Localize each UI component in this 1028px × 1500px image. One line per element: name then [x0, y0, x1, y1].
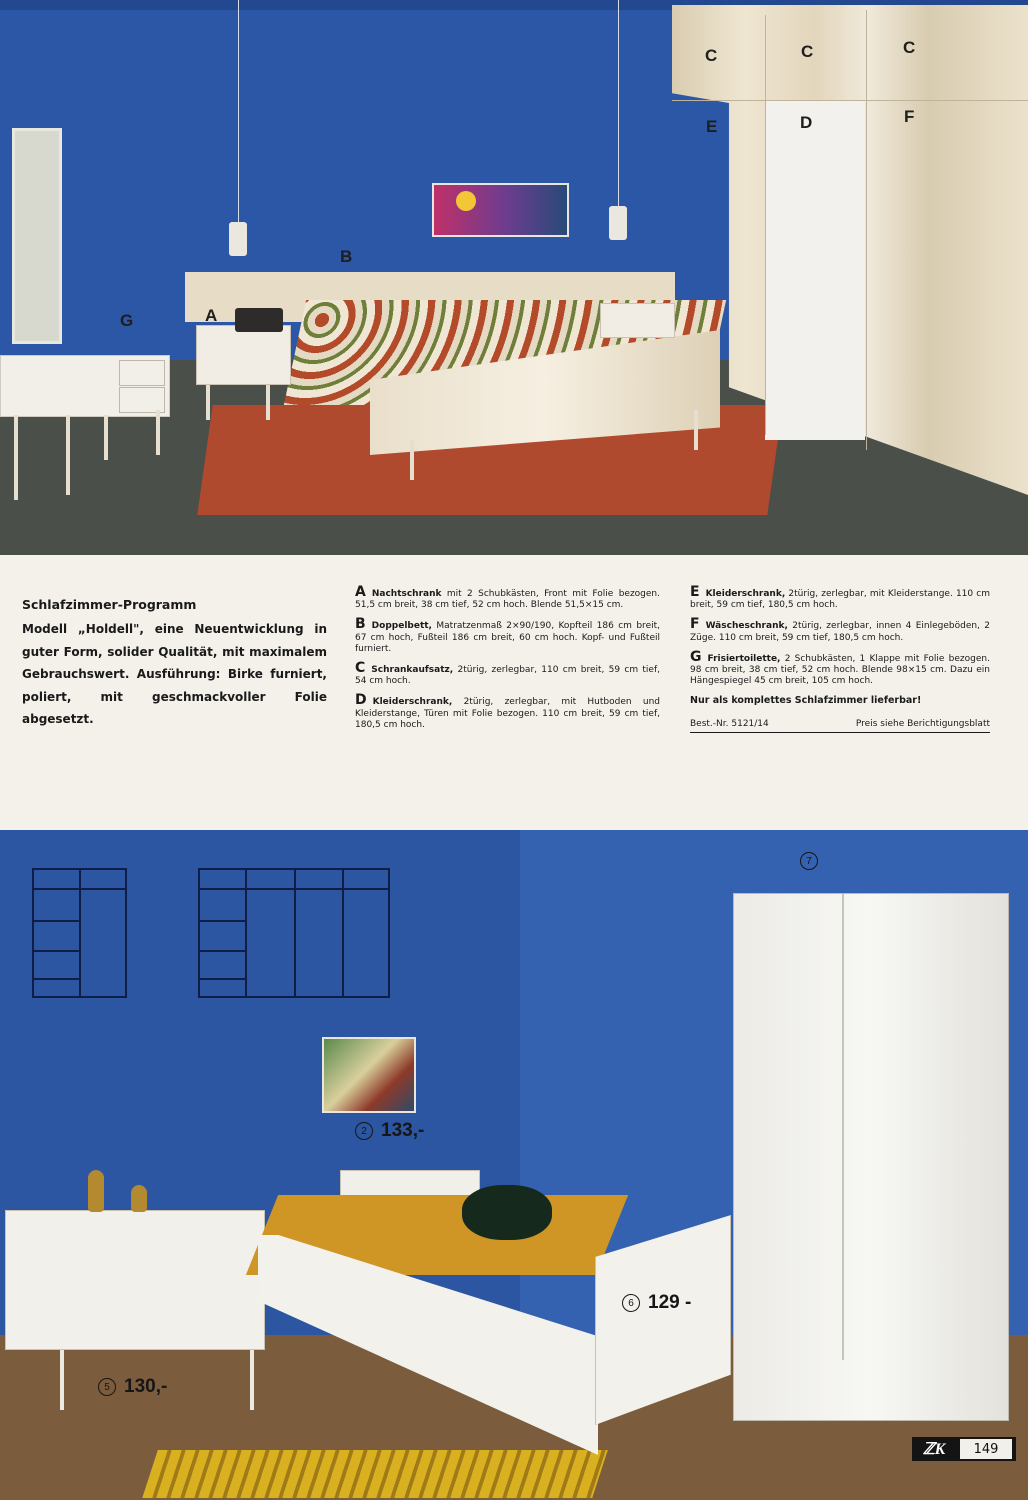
entry-d: [355, 692, 660, 731]
label-c: C: [903, 38, 916, 57]
wall-painting: [322, 1037, 416, 1113]
price-bed: [622, 1292, 691, 1314]
pillow: [462, 1185, 552, 1240]
dressing-table: [0, 355, 170, 417]
diagram-line: [34, 920, 79, 922]
price-sideboard: [98, 1376, 167, 1398]
label-f: F: [904, 107, 915, 126]
diagram-line: [200, 950, 245, 952]
label-c: C: [705, 46, 718, 65]
entry-text: 2türig, zerlegbar, mit Kleiderstange. 110 cm breit, 59 cm tief, 180,5 cm hoch.: [690, 589, 990, 611]
entry-letter: E: [690, 584, 700, 600]
sideboard-leg: [250, 1350, 254, 1410]
entry-text: mit 2 Schubkästen, Front mit Folie bezogen. 51,5 cm breit, 38 cm tief, 52 cm hoch. Blende 51,5×15 cm.: [355, 589, 660, 611]
diagram-line: [34, 888, 125, 890]
entry-name: Wäscheschrank,: [705, 621, 788, 632]
price-value: 133,-: [381, 1120, 425, 1141]
dresser-leg: [14, 415, 18, 500]
item-number-circle: 6: [622, 1294, 640, 1312]
diagram-line: [200, 888, 388, 890]
radio: [235, 308, 283, 332]
dresser-leg: [156, 410, 160, 455]
description-band: [0, 555, 1028, 830]
label-e: E: [706, 117, 718, 136]
price-note: Preis siehe Berichtigungsblatt: [855, 718, 990, 729]
wardrobe-divider: [765, 15, 766, 435]
wardrobe-divider: [672, 100, 1028, 101]
entry-text: 2türig, zerlegbar, mit Hutboden und Kleiderstange, Türen mit Folie bezogen. 110 cm breit, 59 cm tief, 180,5 cm hoch.: [355, 697, 660, 730]
nightstand-leg: [266, 385, 270, 420]
entry-f: [690, 616, 990, 643]
wall-mirror: [12, 128, 62, 344]
intro-body: Modell „Holdell", eine Neuentwicklung in guter Form, solider Qualität, mit maximalem Gebrauchswert. Ausführung: Birke furniert, poliert, mit geschmackvoller Folie abgesetzt.: [22, 622, 327, 726]
vase: [88, 1170, 104, 1212]
entry-name: Doppelbett,: [371, 621, 432, 632]
entry-text: 2türig, zerlegbar, 110 cm breit, 59 cm tief, 54 cm hoch.: [355, 665, 660, 687]
dresser-leg: [66, 415, 70, 495]
diagram-line: [34, 978, 79, 980]
entry-name: Frisiertoilette,: [707, 653, 781, 664]
bed-leg: [694, 410, 698, 450]
page-number-badge: [912, 1437, 1016, 1461]
item-number-circle: 7: [800, 852, 818, 870]
nightstand-left: [196, 325, 291, 385]
price-value: 129 -: [648, 1292, 692, 1313]
wardrobe-divider: [866, 10, 867, 450]
pendant-lamp: [229, 222, 247, 256]
label-c: C: [801, 42, 814, 61]
description-column-left: [355, 584, 660, 739]
entry-name: Kleiderschrank,: [372, 697, 453, 708]
item-number-circle: 2: [355, 1122, 373, 1140]
diagram-line: [200, 978, 245, 980]
price-value: 130,-: [124, 1376, 168, 1397]
picture-sun: [456, 191, 476, 211]
entry-text: 2türig, zerlegbar, innen 4 Einlegeböden, 2 Züge. 110 cm breit, 59 cm tief, 180,5 cm hoch.: [690, 621, 990, 643]
wardrobe: [733, 893, 1009, 1421]
wardrobe-d-white-doors: [765, 100, 865, 440]
bedroom-photo-top: [0, 0, 1028, 555]
entry-letter: A: [355, 584, 366, 600]
pendant-lamp: [609, 206, 627, 240]
item-number-circle: 5: [98, 1378, 116, 1396]
label-d: D: [800, 113, 813, 132]
diagram-line: [200, 920, 245, 922]
lamp-cord: [618, 0, 619, 206]
diagram-line: [34, 950, 79, 952]
entry-g: [690, 648, 990, 688]
entry-a: [355, 584, 660, 611]
dresser-leg: [104, 415, 108, 460]
sideboard-leg: [60, 1350, 64, 1410]
label-g: G: [120, 311, 134, 330]
bed-leg: [410, 440, 414, 480]
wardrobe-diagram-small: [32, 868, 127, 998]
wardrobe-door-split: [842, 894, 844, 1360]
wall-picture: [432, 183, 569, 237]
intro-title: Schlafzimmer-Programm: [22, 597, 197, 612]
entry-letter: D: [355, 692, 367, 709]
entry-name: Schrankaufsatz,: [371, 665, 454, 676]
item-number: [800, 852, 818, 870]
bedroom-photo-bottom: [0, 830, 1028, 1500]
availability-note: Nur als komplettes Schlafzimmer lieferbar!: [690, 695, 922, 707]
entry-letter: B: [355, 616, 366, 633]
wardrobe-diagram-large: [198, 868, 390, 998]
order-line: [690, 719, 990, 733]
entry-letter: F: [690, 616, 700, 633]
publisher-logo: ℤK: [922, 1441, 946, 1458]
entry-c: [355, 660, 660, 687]
nightstand-right: [600, 303, 675, 338]
entry-e: [690, 584, 990, 611]
rug: [142, 1450, 608, 1498]
price-nightstand: [355, 1120, 424, 1142]
sideboard: [5, 1210, 265, 1350]
description-column-right: [690, 584, 990, 733]
entry-b: [355, 616, 660, 655]
entry-text: 2 Schubkästen, 1 Klappe mit Folie bezogen. 98 cm breit, 38 cm tief, 52 cm hoch. Blende 98×15 cm. Dazu ein Hängespiegel 45 cm breit, 105 cm hoch.: [690, 653, 990, 687]
page-number: 149: [960, 1439, 1012, 1459]
order-number: Best.-Nr. 5121/14: [690, 718, 769, 729]
vase: [131, 1185, 147, 1212]
entry-text: Matratzenmaß 2×90/190, Kopfteil 186 cm breit, 67 cm hoch, Fußteil 186 cm breit, 60 cm hoch. Kopf- und Fußteil furniert.: [355, 621, 660, 654]
entry-letter: C: [355, 660, 366, 677]
label-b: B: [340, 247, 353, 266]
dresser-drawer: [119, 360, 165, 386]
entry-name: Kleiderschrank,: [705, 589, 786, 599]
lamp-cord: [238, 0, 239, 222]
entry-name: Nachtschrank: [371, 589, 442, 599]
nightstand-leg: [206, 385, 210, 420]
label-a: A: [205, 306, 218, 325]
entry-letter: G: [690, 648, 702, 665]
